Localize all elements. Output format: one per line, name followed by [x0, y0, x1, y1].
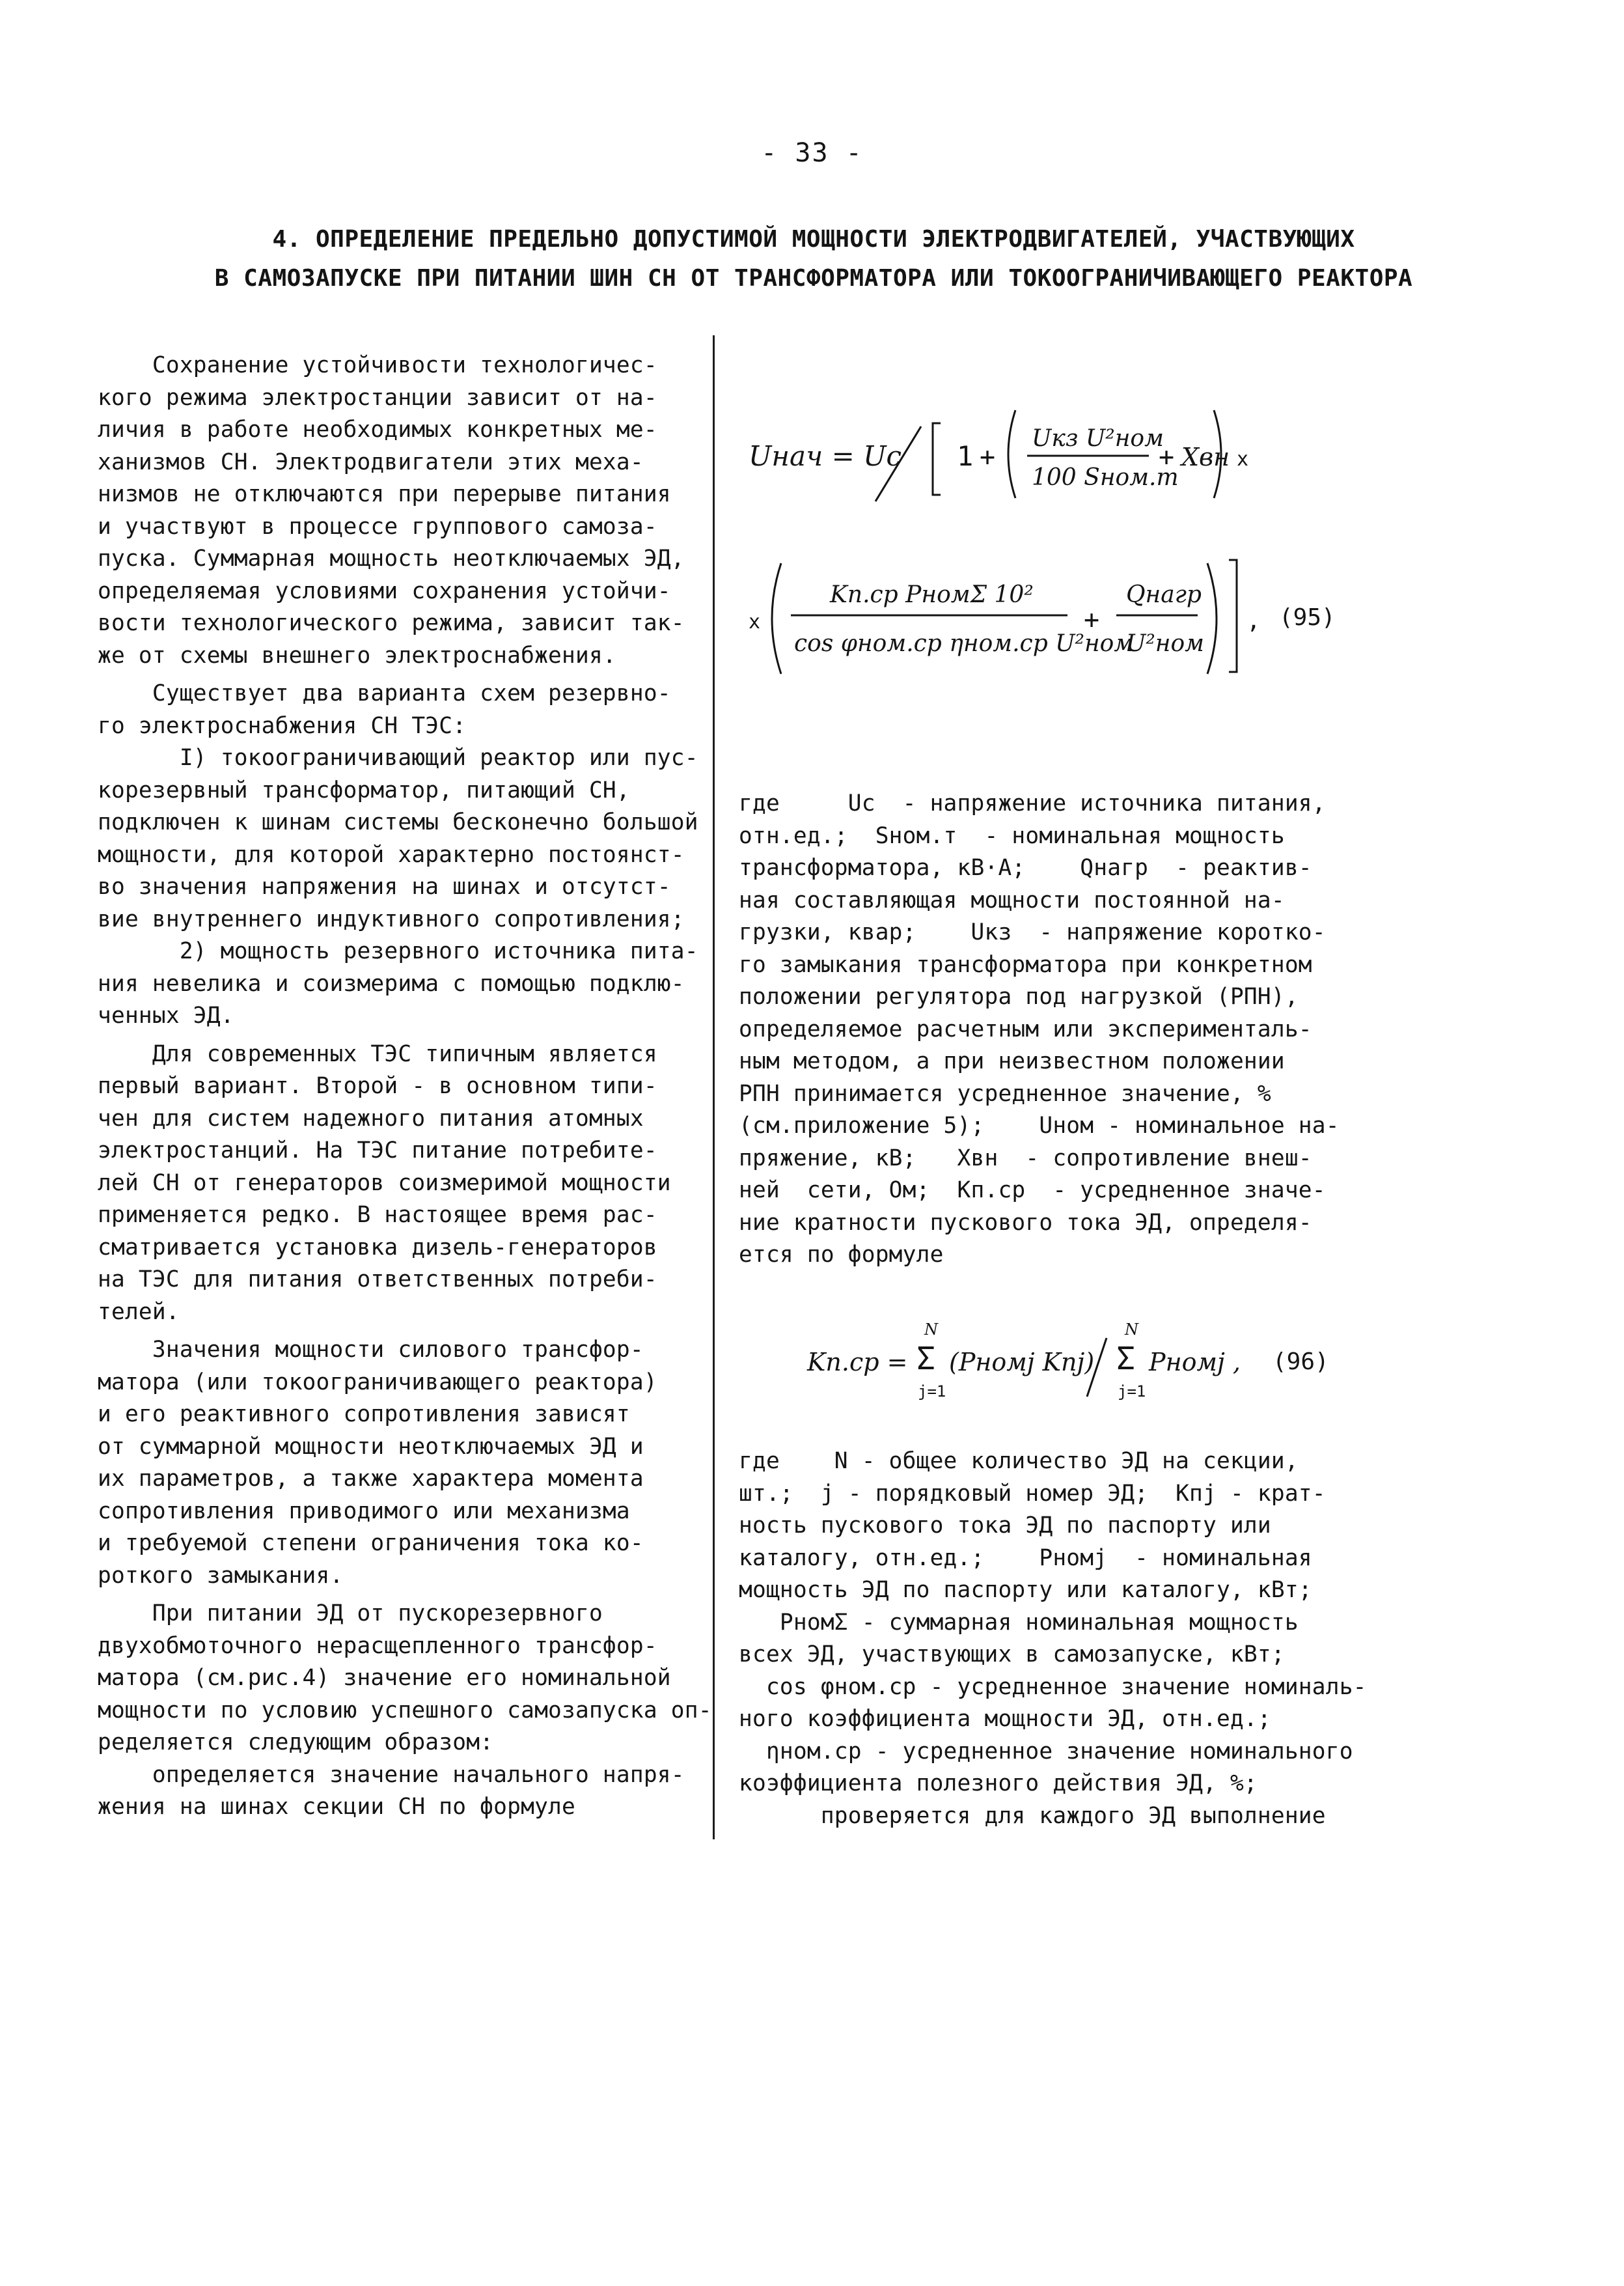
text-line: где Uс - напряжение источника питания,	[739, 790, 1326, 816]
paragraph-gap	[98, 1033, 712, 1038]
text-line: кого режима электростанции зависит от на-	[98, 384, 657, 411]
text-line: пуска. Суммарная мощность неотключаемых ЭД,	[98, 546, 685, 572]
formula95-t2-den: cos φном.ср ηном.ср U²ном	[794, 630, 1134, 657]
text-line: чен для систем надежного питания атомных	[98, 1105, 644, 1132]
text-line: вости технологического режима, зависит так-	[98, 610, 685, 636]
text-line: Значения мощности силового трансфор-	[98, 1337, 644, 1363]
formula95-one: 1	[957, 440, 974, 472]
text-line: личия в работе необходимых конкретных ме-	[98, 417, 657, 443]
paragraph-gap	[98, 1592, 712, 1598]
text-line: лей СН от генераторов соизмеримой мощности	[98, 1169, 671, 1196]
text-line: вие внутреннего индуктивного сопротивления;	[98, 906, 685, 932]
text-line: (см.приложение 5); Uном - номинальное на-	[739, 1113, 1340, 1139]
text-line: мощности по условию успешного самозапуска оп-	[98, 1697, 712, 1723]
text-line: трансформатора, кВ·А; Qнагр - реактив-	[739, 855, 1312, 881]
text-line: корезервный трансформатор, питающий СН,	[98, 777, 630, 803]
formula96-sum-top-1: N	[924, 1320, 938, 1339]
text-line: ния невелика и соизмерима с помощью подклю-	[98, 970, 685, 997]
formula96-term-1: (Pномj Kпj)	[949, 1348, 1095, 1376]
text-line: всех ЭД, участвующих в самозапуске, кВт;	[739, 1641, 1285, 1667]
text-line: cos φном.ср - усредненное значение номиналь-	[739, 1673, 1367, 1700]
formula95-right-bracket	[1229, 560, 1237, 672]
text-line: определяемое расчетным или эксперименталь-	[739, 1016, 1312, 1042]
text-line: ределяется следующим образом:	[98, 1729, 494, 1755]
formula95-left-bracket	[933, 423, 941, 495]
text-line: мощности, для которой характерно постоянст-	[98, 841, 685, 868]
text-line: и участвуют в процессе группового самоза-	[98, 513, 657, 540]
text-line: При питании ЭД от пускорезервного	[98, 1600, 603, 1626]
text-line: Сохранение устойчивости технологичес-	[98, 352, 657, 378]
text-line: сопротивления приводимого или механизма	[98, 1498, 630, 1524]
text-line: ная составляющая мощности постоянной на-	[739, 887, 1285, 913]
text-line: коэффициента полезного действия ЭД, %;	[739, 1770, 1258, 1796]
text-line: шт.; j - порядковый номер ЭД; Kпj - крат-	[739, 1480, 1326, 1507]
text-line: 2) мощность резервного источника пита-	[98, 938, 698, 964]
text-line: ется по формуле	[739, 1242, 944, 1268]
text-line: же от схемы внешнего электроснабжения.	[98, 642, 616, 669]
formula95-t1-den: 100 Sном.т	[1032, 464, 1179, 491]
formula95-times-2: x	[749, 611, 761, 634]
text-line: от суммарной мощности неотключаемых ЭД и	[98, 1433, 644, 1460]
text-line: где N - общее количество ЭД на секции,	[739, 1448, 1299, 1474]
text-line: Существует два варианта схем резервно-	[98, 680, 671, 706]
formula95-plus-1: +	[980, 442, 996, 472]
formula95-xvn: Xвн	[1181, 443, 1230, 471]
formula95-t3-num: Qнагр	[1126, 581, 1202, 608]
formula95-plus-3: +	[1084, 605, 1100, 635]
paragraph-gap	[98, 1328, 712, 1334]
formula96-term-2: Pномj ,	[1149, 1348, 1241, 1376]
section-heading	[163, 220, 1465, 298]
text-line: двухобмоточного нерасщепленного трансфор-	[98, 1632, 657, 1659]
formula95-comma: ,	[1246, 607, 1261, 634]
formula95-t1-num: Uкз U²ном	[1032, 425, 1164, 452]
text-line: РПН принимается усредненное значение, %	[739, 1080, 1271, 1107]
text-line: ченных ЭД.	[98, 1003, 234, 1029]
text-line: ние кратности пускового тока ЭД, определя-	[739, 1209, 1312, 1236]
text-line: ханизмов СН. Электродвигатели этих меха-	[98, 449, 644, 475]
heading-line-1: 4. ОПРЕДЕЛЕНИЕ ПРЕДЕЛЬНО ДОПУСТИМОЙ МОЩНОСТИ ЭЛЕКТРОДВИГАТЕЛЕЙ, УЧАСТВУЮЩИХ	[272, 226, 1355, 253]
right-column-text-1	[739, 788, 1340, 1272]
formula95-t2-num: Kп.ср PномΣ 10²	[830, 581, 1034, 608]
formula96-sum-bot-1: j=1	[918, 1382, 946, 1401]
text-line: ней сети, Ом; Kп.ср - усредненное значе-	[739, 1177, 1326, 1203]
text-line: матора (см.рис.4) значение его номинальной	[98, 1665, 671, 1691]
formula95-paren-close-2	[1207, 563, 1217, 674]
text-line: ηном.ср - усредненное значение номинального	[739, 1738, 1353, 1764]
text-line: PномΣ - суммарная номинальная мощность	[739, 1609, 1299, 1636]
text-line: определяемая условиями сохранения устойчи-	[98, 578, 671, 604]
text-line: отн.ед.; Sном.т - номинальная мощность	[739, 822, 1285, 849]
page-number: - 33 -	[761, 138, 863, 168]
text-line: во значения напряжения на шинах и отсутст-	[98, 874, 671, 900]
formula-96	[716, 1299, 1341, 1429]
formula95-t3-den: U²ном	[1126, 630, 1205, 657]
text-line: ного коэффициента мощности ЭД, отн.ед.;	[739, 1706, 1271, 1732]
text-line: пряжение, кВ; Xвн - сопротивление внеш-	[739, 1145, 1312, 1171]
text-line: ным методом, а при неизвестном положении	[739, 1048, 1285, 1074]
text-line: подключен к шинам системы бесконечно большой	[98, 809, 698, 835]
formula-95	[716, 339, 1341, 703]
formula96-lhs: Kп.ср =	[807, 1348, 908, 1376]
formula96-sum-bot-2: j=1	[1118, 1382, 1146, 1401]
formula96-number: (96)	[1273, 1348, 1329, 1375]
formula96-sum-2: Σ	[1116, 1341, 1135, 1377]
text-line: их параметров, а также характера момента	[98, 1466, 644, 1492]
text-line: матора (или токоограничивающего реактора)	[98, 1369, 657, 1395]
text-line: ность пускового тока ЭД по паспорту или	[739, 1512, 1271, 1539]
text-line: сматривается установка дизель-генераторов	[98, 1234, 657, 1261]
formula95-times-1: x	[1237, 448, 1249, 471]
text-line: положении регулятора под нагрузкой (РПН),	[739, 984, 1299, 1010]
formula95-number: (95)	[1279, 604, 1336, 631]
text-line: применяется редко. В настоящее время рас-	[98, 1202, 657, 1228]
formula96-sum-top-2: N	[1125, 1320, 1138, 1339]
text-line: и требуемой степени ограничения тока ко-	[98, 1530, 644, 1556]
text-line: каталогу, отн.ед.; Pномj - номинальная	[739, 1544, 1312, 1571]
text-line: телей.	[98, 1298, 180, 1325]
text-line: проверяется для каждого ЭД выполнение	[739, 1802, 1326, 1829]
text-line: электростанций. На ТЭС питание потребите-	[98, 1137, 657, 1164]
heading-line-2: В САМОЗАПУСКЕ ПРИ ПИТАНИИ ШИН СН ОТ ТРАНСФОРМАТОРА ИЛИ ТОКООГРАНИЧИВАЮЩЕГО РЕАКТОРА	[214, 265, 1413, 292]
text-line: го электроснабжения СН ТЭС:	[98, 712, 467, 739]
formula95-lhs: Uнач = Uс	[749, 440, 902, 472]
text-line: на ТЭС для питания ответственных потреби-	[98, 1266, 657, 1292]
formula95-paren-open-1	[1008, 410, 1015, 498]
formula95-paren-open-2	[772, 563, 781, 674]
text-line: грузки, квар; Uкз - напряжение коротко-	[739, 919, 1326, 945]
text-line: низмов не отключаются при перерыве питания	[98, 481, 671, 507]
formula95-plus-2: +	[1159, 442, 1175, 472]
paragraph-gap	[98, 672, 712, 678]
text-line: го замыкания трансформатора при конкретном	[739, 951, 1312, 978]
text-line: Для современных ТЭС типичным является	[98, 1040, 657, 1067]
text-line: первый вариант. Второй - в основном типи-	[98, 1073, 657, 1099]
text-line: роткого замыкания.	[98, 1562, 344, 1589]
formula96-sum-1: Σ	[916, 1341, 935, 1377]
column-divider	[713, 335, 715, 1839]
text-line: жения на шинах секции СН по формуле	[98, 1794, 575, 1820]
text-line: I) токоограничивающий реактор или пус-	[98, 745, 698, 771]
text-line: мощность ЭД по паспорту или каталогу, кВт;	[739, 1577, 1312, 1603]
right-column-text-2	[739, 1445, 1367, 1832]
text-line: определяется значение начального напря-	[98, 1761, 685, 1788]
text-line: и его реактивного сопротивления зависят	[98, 1401, 630, 1427]
left-column-text	[98, 350, 712, 1824]
